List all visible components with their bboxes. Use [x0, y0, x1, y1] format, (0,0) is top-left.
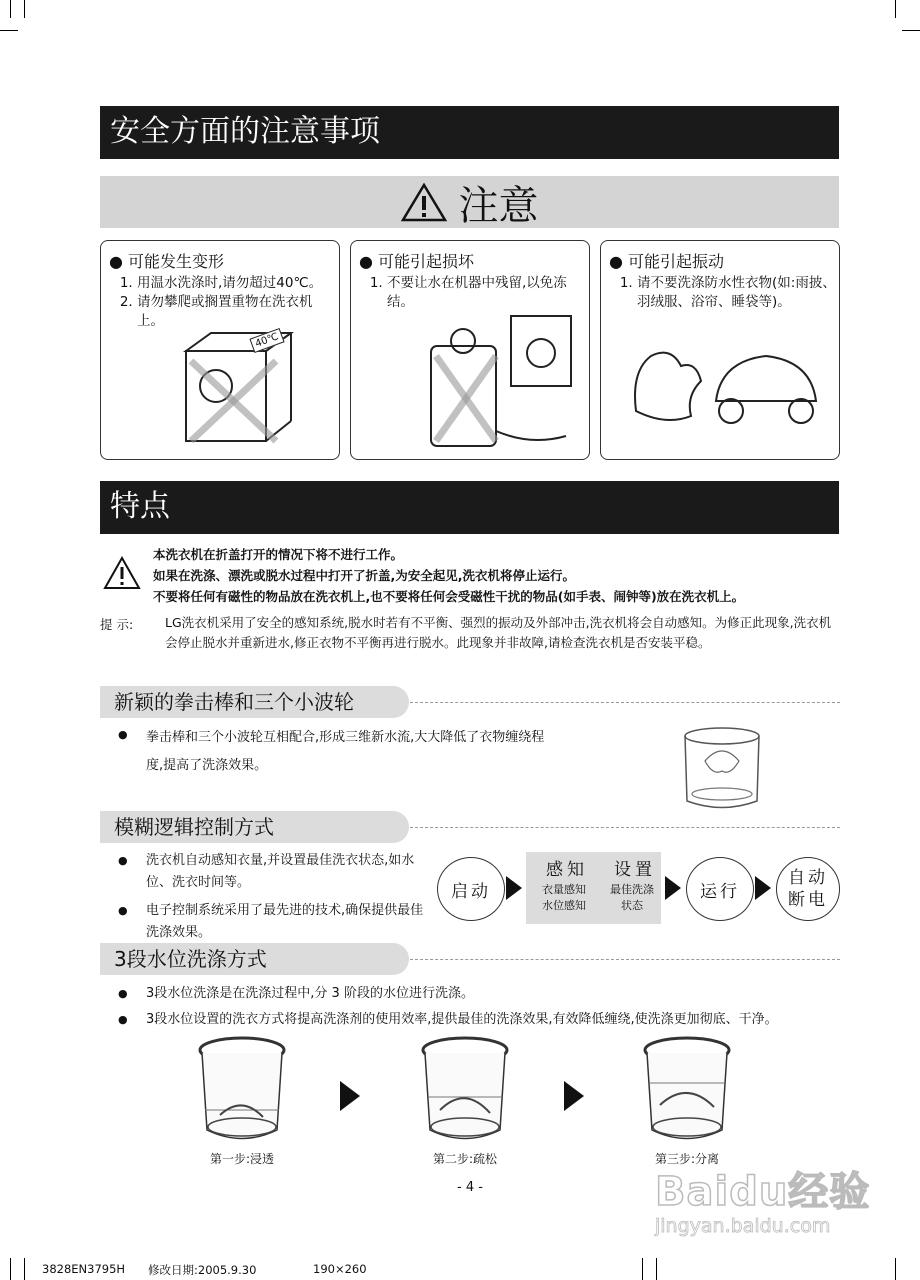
safety-box-heading: 可能引起损坏 — [378, 252, 475, 271]
crop-mark — [10, 0, 11, 18]
crop-mark — [0, 30, 18, 31]
crop-mark — [24, 0, 25, 18]
tip-label: 提 示: — [100, 617, 134, 632]
bullet-dot-icon: ● — [118, 854, 128, 867]
step1-tub-illustration — [195, 1035, 290, 1147]
feature-bullets — [118, 850, 428, 944]
dashed-divider — [410, 702, 840, 703]
safety-box-vibration — [600, 240, 840, 460]
bullet-dot-icon: ● — [118, 1013, 128, 1026]
crop-mark — [642, 1258, 643, 1280]
bullet-dot-icon: ● — [118, 728, 128, 741]
watermark-url: jingyan.baidu.com — [655, 1215, 831, 1237]
crop-mark — [902, 30, 920, 31]
crop-mark — [656, 1258, 657, 1280]
feature-heading-fuzzy-logic: 模糊逻辑控制方式 — [100, 811, 409, 843]
warning-triangle-icon — [401, 182, 447, 222]
flow-auto-off: 自动 断电 — [776, 857, 840, 921]
feature-heading-three-water-levels: 3段水位洗涤方式 — [100, 943, 409, 975]
crop-mark — [895, 1258, 896, 1280]
step-arrow-icon — [340, 1081, 360, 1111]
step-arrow-icon — [564, 1081, 584, 1111]
safety-section-title: 安全方面的注意事项 — [100, 106, 839, 159]
waterproof-items-illustration — [626, 341, 826, 431]
page-number: - 4 - — [457, 1180, 483, 1195]
crop-mark — [895, 0, 896, 18]
flow-arrow-icon — [665, 876, 681, 900]
flow-sense-sub: 衣量感知 水位感知 — [542, 883, 586, 912]
flow-start: 启动 — [437, 857, 505, 921]
flow-set-sub: 最佳洗涤 状态 — [610, 883, 654, 912]
frozen-washer-illustration — [391, 311, 581, 451]
safety-box-damage — [350, 240, 590, 460]
tip-text: LG洗衣机采用了安全的感知系统,脱水时若有不平衡、强烈的振动及外部冲击,洗衣机将会自动感知。为修正此现象,洗衣机会停止脱水并重新进水,修正衣物不平衡再进行脱水。此现象并非故障,请检查洗衣机是否安装平稳。 — [165, 615, 832, 650]
warning-list — [153, 544, 853, 607]
watermark-brand: Baidu经验 — [655, 1169, 871, 1215]
crop-mark — [24, 1258, 25, 1280]
flow-set-label: 设置 — [614, 860, 656, 880]
bullet-dot-icon: ● — [609, 252, 629, 271]
flow-arrow-icon — [506, 876, 522, 900]
step-caption: 第三步:分离 — [654, 1152, 720, 1166]
safety-box-deformation — [100, 240, 340, 460]
safety-box-heading: 可能发生变形 — [128, 252, 225, 271]
footer-size: 190×260 — [313, 1262, 367, 1276]
warning-line: 不要将任何有磁性的物品放在洗衣机上,也不要将任何会受磁性干扰的物品(如手表、闹钟等)放在洗衣机上。 — [153, 589, 745, 604]
bullet-dot-icon: ● — [118, 904, 128, 917]
feature-bullets — [118, 983, 840, 1031]
flow-run: 运行 — [686, 857, 754, 921]
crop-mark — [10, 1258, 11, 1280]
warning-line: 如果在洗涤、漂洗或脱水过程中打开了折盖,为安全起见,洗衣机将停止运行。 — [153, 568, 575, 583]
feature-bullets — [118, 724, 558, 780]
footer-date: 修改日期:2005.9.30 — [148, 1263, 257, 1277]
step3-tub-illustration — [640, 1035, 735, 1147]
warning-line: 本洗衣机在折盖打开的情况下将不进行工作。 — [153, 547, 404, 562]
step-caption: 第二步:疏松 — [432, 1152, 498, 1166]
list-item: ● 3段水位洗涤是在洗涤过程中,分 3 阶段的水位进行洗涤。 — [118, 983, 840, 1005]
safety-box-heading: 可能引起振动 — [628, 252, 725, 271]
step2-tub-illustration — [418, 1035, 513, 1147]
list-item: ● 电子控制系统采用了最先进的技术,确保提供最佳洗涤效果。 — [118, 900, 428, 944]
features-section-title: 特点 — [100, 481, 839, 534]
dashed-divider — [410, 827, 840, 828]
list-item: ● 3段水位设置的洗衣方式将提高洗涤剂的使用效率,提供最佳的洗涤效果,有效降低缠绕,使洗涤更加彻底、干净。 — [118, 1009, 840, 1031]
safety-box-item: 1. 请不要洗涤防水性衣物(如:雨披、羽绒服、浴帘、睡袋等)。 — [637, 274, 839, 312]
feature-heading-punch-pulsator: 新颖的拳击棒和三个小波轮 — [100, 686, 409, 718]
flow-arrow-icon — [755, 876, 771, 900]
caution-title: 注意 — [458, 182, 539, 229]
washer-tub-illustration — [675, 716, 770, 816]
safety-box-item: 1. 用温水洗涤时,请勿超过40℃。 — [137, 274, 339, 293]
list-item: ● 拳击棒和三个小波轮互相配合,形成三维新水流,大大降低了衣物缠绕程度,提高了洗涤效果。 — [118, 724, 558, 780]
temperature-tag: 40℃ — [249, 328, 284, 353]
footer-code: 3828EN3795H — [42, 1262, 126, 1276]
caution-banner — [100, 176, 839, 228]
safety-box-item: 1. 不要让水在机器中残留,以免冻结。 — [387, 274, 589, 312]
list-item: ● 洗衣机自动感知衣量,并设置最佳洗衣状态,如水位、洗衣时间等。 — [118, 850, 428, 894]
dashed-divider — [410, 959, 840, 960]
flow-sense-set-box — [526, 852, 661, 924]
flow-sense-label: 感知 — [546, 860, 588, 880]
safety-box-item: 2. 请勿攀爬或搁置重物在洗衣机上。 — [137, 293, 339, 331]
step-caption: 第一步:浸透 — [209, 1152, 275, 1166]
bullet-dot-icon: ● — [118, 987, 128, 1000]
bullet-dot-icon: ● — [359, 252, 379, 271]
bullet-dot-icon: ● — [109, 252, 129, 271]
warning-triangle-icon — [103, 556, 141, 590]
